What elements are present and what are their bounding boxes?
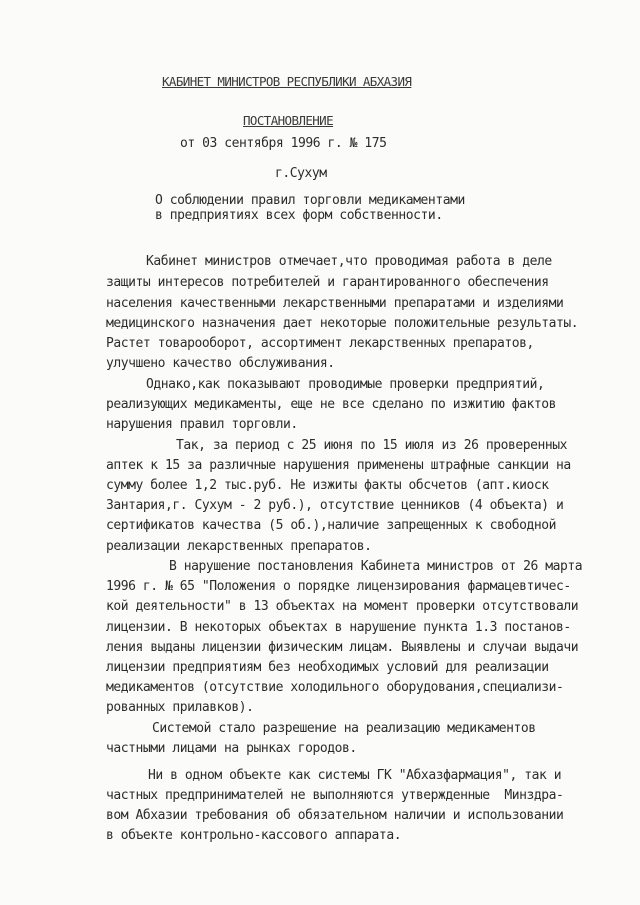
paragraph-line: Кабинет министров отмечает,что проводимая работа в деле [146, 254, 552, 269]
document-type: ПОСТАНОВЛЕНИЕ [243, 113, 334, 128]
paragraph-line: Ни в одном объекте как системы ГК "Абхазфармация", так и [148, 768, 562, 783]
paragraph-line: Зантария,г. Сухум - 2 руб.), отсутствие ценников (4 объекта) и [106, 498, 564, 513]
paragraph-line: сертификатов качества (5 об.),наличие запрещенных к свободной [106, 518, 556, 533]
paragraph-line: улучшено качество обслуживания. [106, 356, 335, 371]
paragraph-line: населения качественными лекарственными препаратами и изделиями [106, 296, 564, 311]
paragraph-line: аптек к 15 за различные нарушения применены штрафные санкции на [106, 458, 571, 473]
paragraph-line: Так, за период с 25 июня по 15 июля из 26 проверенных [176, 438, 567, 453]
paragraph-line: защиты интересов потребителей и гарантированного обеспечения [106, 275, 549, 290]
paragraph-line: сумму более 1,2 тыс.руб. Не изжиты факты обсчетов (апт.киоск [106, 478, 549, 493]
paragraph-line: Растет товарооборот, ассортимент лекарственных препаратов, [106, 336, 534, 351]
paragraph-line: вом Абхазии требования об обязательном наличии и использовании [106, 808, 564, 823]
subject-line: О соблюдении правил торговли медикаментами [155, 193, 465, 208]
paragraph-line: рованных прилавков). [106, 700, 254, 715]
paragraph-line: кой деятельности" в 13 объектах на момент проверки отсутствовали [106, 599, 579, 614]
paragraph-line: Однако,как показывают проводимые проверки предприятий, [146, 377, 545, 392]
paragraph-line: нарушения правил торговли. [106, 417, 298, 432]
paragraph-line: ления выданы лицензии физическим лицам. Выявлены и случаи выдачи [106, 640, 579, 655]
paragraph-line: лицензии. В некоторых объектах в нарушение пункта 1.3 постанов- [106, 620, 571, 635]
paragraph-line: В нарушение постановления Кабинета министров от 26 марта [169, 559, 583, 574]
paragraph-line: медицинского назначения дает некоторые положительные результаты. [106, 316, 579, 331]
document-header: КАБИНЕТ МИНИСТРОВ РЕСПУБЛИКИ АБХАЗИЯ [162, 74, 412, 89]
subject-line: в предприятиях всех форм собственности. [155, 208, 443, 223]
paragraph-line: в объекте контрольно-кассового аппарата. [106, 828, 402, 843]
paragraph-line: частными лицами на рынках городов. [106, 741, 357, 756]
document-place: г.Сухум [275, 166, 327, 181]
paragraph-line: 1996 г. № 65 "Положения о порядке лицензирования фармацевтичес- [106, 579, 571, 594]
document-date-number: от 03 сентября 1996 г. № 175 [180, 136, 387, 151]
paragraph-line: реализующих медикаменты, еще не все сделано по изжитию фактов [106, 397, 556, 412]
paragraph-line: реализации лекарственных препаратов. [106, 539, 372, 554]
paragraph-line: Системой стало разрешение на реализацию медикаментов [152, 721, 536, 736]
paragraph-line: лицензии предприятиям без необходимых условий для реализации [106, 660, 549, 675]
paragraph-line: медикаментов (отсутствие холодильного оборудования,специализи- [106, 680, 564, 695]
paragraph-line: частных предпринимателей не выполняются утвержденные Минздра- [106, 788, 564, 803]
